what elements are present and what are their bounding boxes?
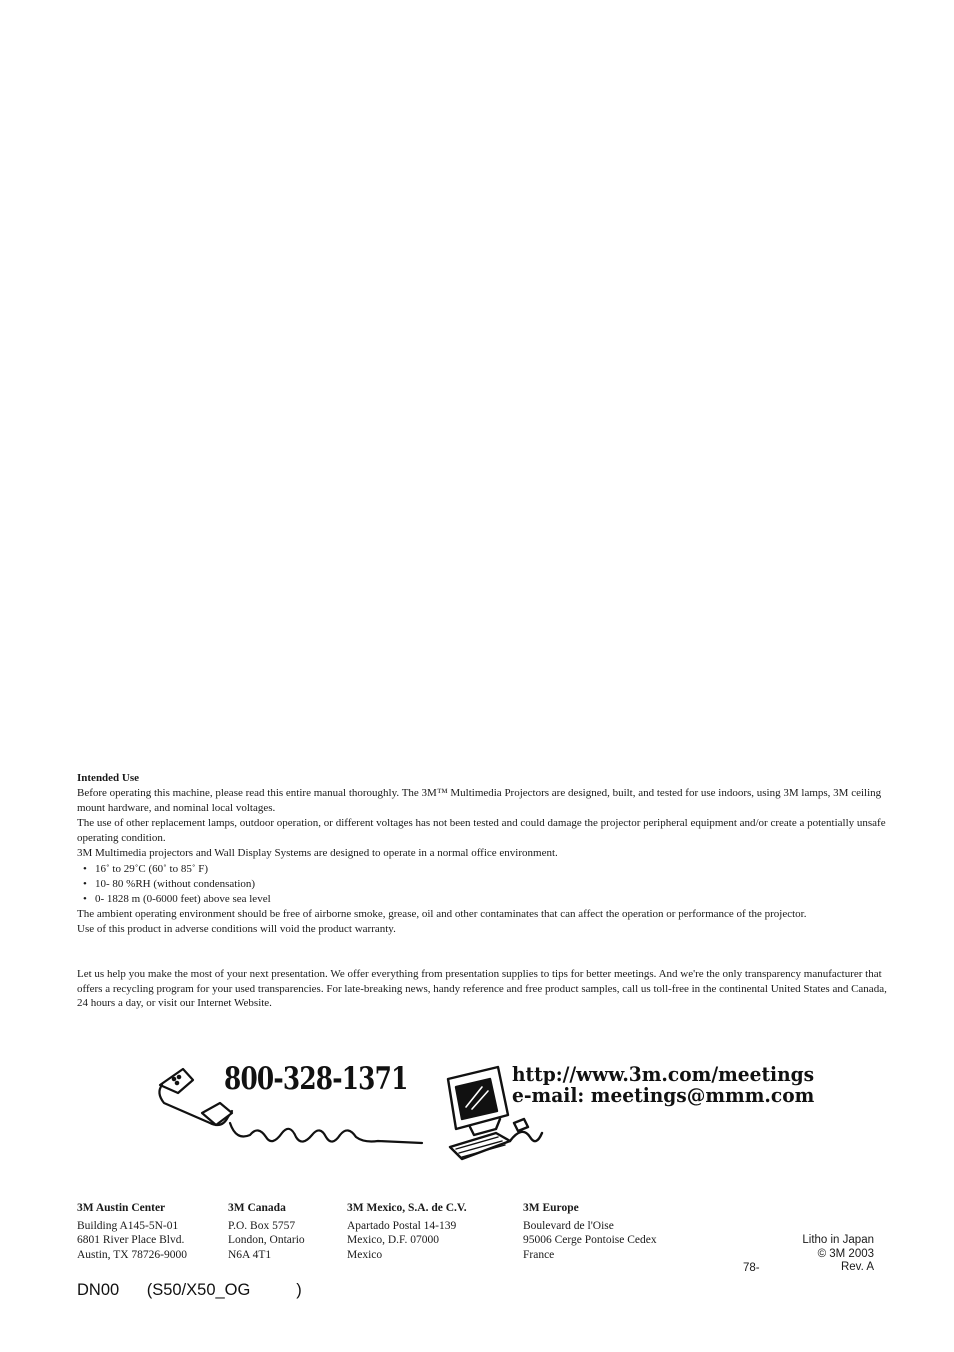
intended-use-section xyxy=(77,771,892,937)
address-name: 3M Mexico, S.A. de C.V. xyxy=(347,1202,467,1214)
address-name: 3M Europe xyxy=(523,1202,579,1214)
copyright-text: © 3M 2003 xyxy=(817,1247,874,1260)
address-line: 6801 River Place Blvd. xyxy=(77,1234,185,1247)
intended-use-para-5: Use of this product in adverse conditions will void the product warranty. xyxy=(77,922,396,935)
revision-text: Rev. A xyxy=(840,1261,874,1273)
intended-use-para-1: Before operating this machine, please read this entire manual thoroughly. The 3M™ Multimedia Projectors are designed, built, and tested for use indoors, using 3M lamps, 3M ceiling mount hardware, and nominal local voltages. xyxy=(77,787,882,815)
condition-temperature: • 16˚ to 29˚C (60˚ to 85˚ F) xyxy=(77,862,892,877)
address-mexico xyxy=(347,1201,467,1263)
address-line: London, Ontario xyxy=(228,1234,305,1247)
address-line: France xyxy=(523,1249,555,1262)
address-line: Boulevard de l'Oise xyxy=(523,1219,614,1232)
phone-number: 800-328-1371 xyxy=(224,1061,408,1097)
footer-code: DN00 xyxy=(77,1281,120,1299)
intended-use-para-4: The ambient operating environment should be free of airborne smoke, grease, oil and other contaminates that can affect the operation or performance of the projector. xyxy=(77,907,807,920)
address-name: 3M Austin Center xyxy=(77,1202,166,1214)
address-europe xyxy=(523,1201,657,1263)
condition-humidity: • 10- 80 %RH (without condensation) xyxy=(77,877,892,892)
part-number: 78- xyxy=(743,1262,760,1274)
address-austin xyxy=(77,1201,187,1263)
document-code xyxy=(77,1281,302,1300)
address-line: Mexico, D.F. 07000 xyxy=(347,1234,440,1247)
intended-use-para-2: The use of other replacement lamps, outdoor operation, or different voltages has not been tested and could damage the projector peripheral equipment and/or create a potentially unsafe operating condition. xyxy=(77,817,886,845)
address-line: 95006 Cerge Pontoise Cedex xyxy=(523,1234,657,1247)
address-line: Mexico xyxy=(347,1249,383,1262)
print-info xyxy=(802,1234,874,1275)
address-name: 3M Canada xyxy=(228,1202,286,1214)
footer-model: (S50/X50_OG xyxy=(146,1281,251,1299)
intended-use-heading: Intended Use xyxy=(77,772,140,784)
address-line: P.O. Box 5757 xyxy=(228,1219,296,1232)
footer-close: ) xyxy=(296,1281,302,1299)
address-line: N6A 4T1 xyxy=(228,1249,272,1262)
address-line: Apartado Postal 14-139 xyxy=(347,1219,457,1232)
address-line: Building A145-5N-01 xyxy=(77,1219,179,1232)
email-address: e-mail: meetings@mmm.com xyxy=(512,1083,815,1107)
litho-text: Litho in Japan xyxy=(802,1234,874,1246)
website-url: http://www.3m.com/meetings xyxy=(512,1062,815,1086)
environment-conditions-list xyxy=(77,862,892,907)
promo-paragraph: Let us help you make the most of your next presentation. We offer everything from presentation supplies to tips for better meetings. And we're the only transparency manufacturer that offers a recycling program for your used transparencies. For late-breaking news, handy reference and free product samples, call us toll-free in the continental United States and Canada, 24 hours a day, or visit our Internet Website. xyxy=(77,968,887,1010)
address-line: Austin, TX 78726-9000 xyxy=(77,1249,187,1262)
address-canada xyxy=(228,1201,305,1263)
intended-use-para-3: 3M Multimedia projectors and Wall Display Systems are designed to operate in a normal office environment. xyxy=(77,847,558,860)
condition-altitude: • 0- 1828 m (0-6000 feet) above sea level xyxy=(77,892,892,907)
